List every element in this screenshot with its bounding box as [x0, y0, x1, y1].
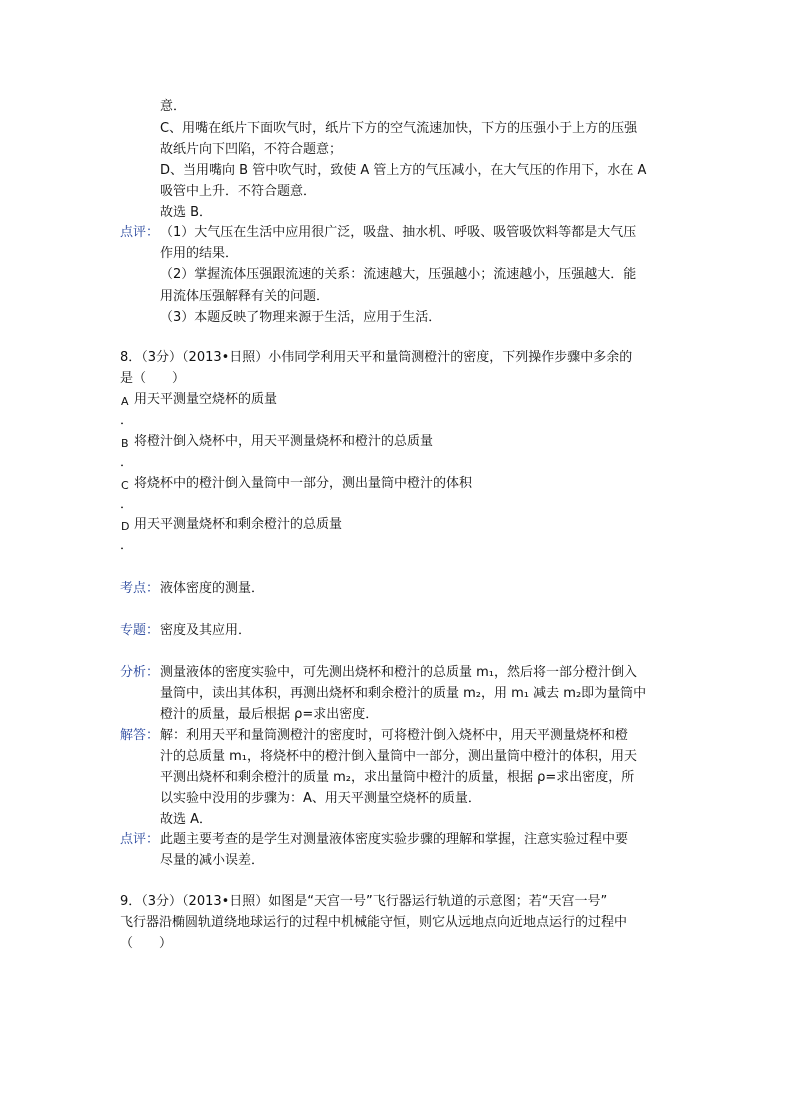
- zhuanti-label: 专题：: [120, 623, 160, 638]
- option-text-a: 用天平测量空烧杯的质量: [134, 392, 278, 407]
- option-dot: ．: [120, 497, 134, 512]
- option-dot: ．: [120, 538, 134, 553]
- dianping-line: 此题主要考查的是学生对测量液体密度实验步骤的理解和掌握，注意实验过程中要: [160, 832, 629, 847]
- analysis-line: D、当用嘴向 B 管中吹气时，致使 A 管上方的气压减小，在大气压的作用下，水在 A: [160, 163, 647, 178]
- question-stem-line: 飞行器沿椭圆轨道绕地球运行的过程中机械能守恒，则它从远地点向近地点运行的过程中: [120, 915, 628, 930]
- fenxi-label: 分析：: [120, 665, 160, 680]
- comment-line: 用流体压强解释有关的问题．: [160, 289, 330, 304]
- option-text-b: 将橙汁倒入烧杯中，用天平测量烧杯和橙汁的总质量: [134, 434, 434, 449]
- option-dot: ．: [120, 413, 134, 428]
- analysis-line: 故纸片向下凹陷，不符合题意；: [160, 142, 343, 157]
- kaodian-text: 液体密度的测量．: [160, 581, 265, 596]
- zhuanti-text: 密度及其应用．: [160, 623, 252, 638]
- jieda-line: 故选 A．: [160, 812, 213, 827]
- analysis-line: C、用嘴在纸片下面吹气时，纸片下方的空气流速加快，下方的压强小于上方的压强: [160, 121, 638, 136]
- jieda-line: 以实验中没用的步骤为：A、用天平测量空烧杯的质量．: [160, 791, 481, 806]
- jieda-line: 汁的总质量 m₁，将烧杯中的橙汁倒入量筒中一部分，测出量筒中橙汁的体积，用天: [160, 749, 638, 764]
- option-letter-b: B: [121, 437, 129, 450]
- question-stem-line: 是（ ）: [120, 371, 186, 386]
- comment-line: 作用的结果．: [160, 246, 239, 261]
- fenxi-line: 橙汁的质量，最后根据 ρ=求出密度．: [160, 707, 379, 722]
- option-text-c: 将烧杯中的橙汁倒入量筒中一部分，测出量筒中橙汁的体积: [134, 476, 473, 491]
- option-text-d: 用天平测量烧杯和剩余橙汁的总质量: [134, 517, 343, 532]
- option-letter-a: A: [121, 395, 129, 408]
- comment-line: （3）本题反映了物理来源于生活，应用于生活．: [160, 310, 442, 325]
- question-stem-line: 8．（3分）（2013•日照）小伟同学利用天平和量筒测橙汁的密度，下列操作步骤中多余的: [120, 350, 633, 365]
- analysis-line: 故选 B．: [160, 205, 213, 220]
- jieda-line: 平测出烧杯和剩余橙汁的质量 m₂，求出量筒中橙汁的质量，根据 ρ=求出密度，所: [160, 770, 635, 785]
- question-stem-line: 9．（3分）（2013•日照）如图是“天宫一号”飞行器运行轨道的示意图；若“天宫一号”: [120, 894, 608, 909]
- comment-line: （1）大气压在生活中应用很广泛，吸盘、抽水机、呼吸、吸管吸饮料等都是大气压: [160, 225, 637, 240]
- analysis-line: 意．: [160, 99, 187, 114]
- comment-label: 点评：: [120, 225, 160, 240]
- kaodian-label: 考点：: [120, 581, 160, 596]
- question-stem-line: （ ）: [120, 936, 173, 951]
- analysis-line: 吸管中上升．不符合题意．: [160, 184, 317, 199]
- jieda-label: 解答：: [120, 728, 160, 743]
- jieda-line: 解：利用天平和量筒测橙汁的密度时，可将橙汁倒入烧杯中，用天平测量烧杯和橙: [160, 728, 629, 743]
- fenxi-line: 量筒中，读出其体积，再测出烧杯和剩余橙汁的质量 m₂，用 m₁ 减去 m₂即为量筒中: [160, 686, 647, 701]
- option-dot: ．: [120, 455, 134, 470]
- option-letter-c: C: [121, 479, 129, 492]
- option-letter-d: D: [121, 520, 130, 533]
- dianping-label: 点评：: [120, 832, 160, 847]
- comment-line: （2）掌握流体压强跟流速的关系：流速越大，压强越小；流速越小，压强越大．能: [160, 267, 637, 282]
- dianping-line: 尽量的减小误差．: [160, 853, 265, 868]
- fenxi-line: 测量液体的密度实验中，可先测出烧杯和橙汁的总质量 m₁，然后将一部分橙汁倒入: [160, 665, 638, 680]
